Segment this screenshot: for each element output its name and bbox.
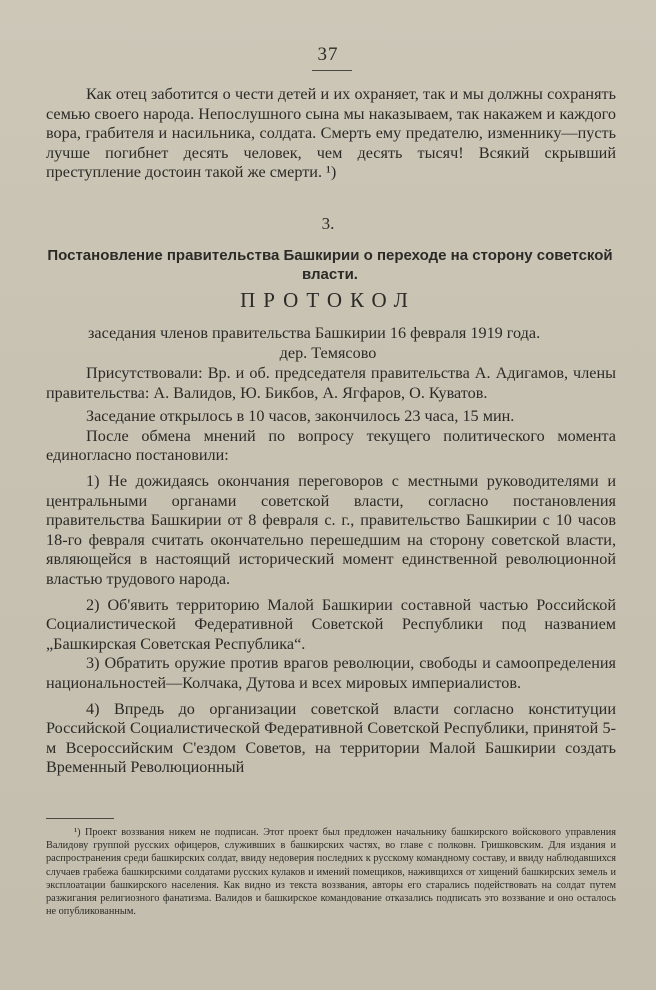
protocol-body [46,364,616,778]
section-number: 3. [321,214,335,233]
exchange-paragraph: После обмена мнений по вопросу текущего политического момента единогласно постановили: [46,426,616,465]
opened-paragraph: Заседание открылось в 10 часов, закончилось 23 часа, 15 мин. [86,407,515,426]
item-1-paragraph: 1) Не дожидаясь окончания переговоров с местными руководителями и центральными органами советской власти, согласно постановления правительства Башкирии от 8 февраля с. г., правительство Башкирии с 10 часов 18-го февраля считать окончательно перешедшим на сторону советской власти, являющейся в настоящий исторический момент единственной революционной властью трудового народа. [46,471,616,588]
item-3-paragraph: 3) Обратить оружие против врагов революции, свободы и самоопределения национальностей—Колчака, Дутова и всех мировых империалистов. [46,654,616,692]
section-title: Постановление правительства Башкирии о переходе на сторону советской власти. [47,247,613,283]
footnote-rule [46,818,114,819]
page-number-rule [312,70,352,71]
present-paragraph: Присутствовали: Вр. и об. председателя правительства А. Адигамов, члены правительства: А. Валидов, Ю. Бикбов, А. Ягфаров, О. Куватов. [46,364,616,402]
item-2-paragraph: 2) Об'явить территорию Малой Башкирии составной частью Российской Социалистической Федеративной Советской Республики под названием „Башкирская Советская Республика“. [46,595,616,653]
protocol-heading: ПРОТОКОЛ [240,288,416,312]
protocol-subtitle-date: заседания членов правительства Башкирии 16 февраля 1919 года. [88,324,541,342]
page-number: 37 [317,44,339,65]
item-4-paragraph: 4) Впредь до организации советской власти согласно конституции Российской Социалистической Федеративной Советской Республики, принятой 5-м Всероссийским С'ездом Советов, на территории Малой Башкирии создать Временный Революционный [46,699,616,777]
protocol-subtitle-place: дер. Темясово [279,344,377,362]
footnote: ¹) Проект воззвания никем не подписан. Этот проект был предложен начальнику башкирского войскового управления Валидову группой русских офицеров, служивших в башкирских частях, во главе с полковн. Гришковским. Для издания и распространения среди башкирских солдат, ввиду недоверия последних к русскому командному составу, и ввиду наблюдавшихся случаев грабежа башкирскими солдатами русских кулаков и имений помещиков, наживщихся от хищений башкирских земель и эксплоатации башкирского населения. Как видно из текста воззвания, авторы его старались подействовать на солдат путем разжигания религиозного фанатизма. Валидов и башкирское командование отказались подписать это воззвание и оно осталось не опубликованным. [46,827,616,918]
intro-paragraph: Как отец заботится о чести детей и их охраняет, так и мы должны сохранять семью своего народа. Непослушного сына мы наказываем, так накажем и каждого вора, грабителя и насильника, солдата. Смерть ему предателю, изменнику—пусть лучше погибнет десять человек, чем десять тысяч! Всякий скрывший преступление достоин такой же смерти. ¹) [46,85,616,182]
